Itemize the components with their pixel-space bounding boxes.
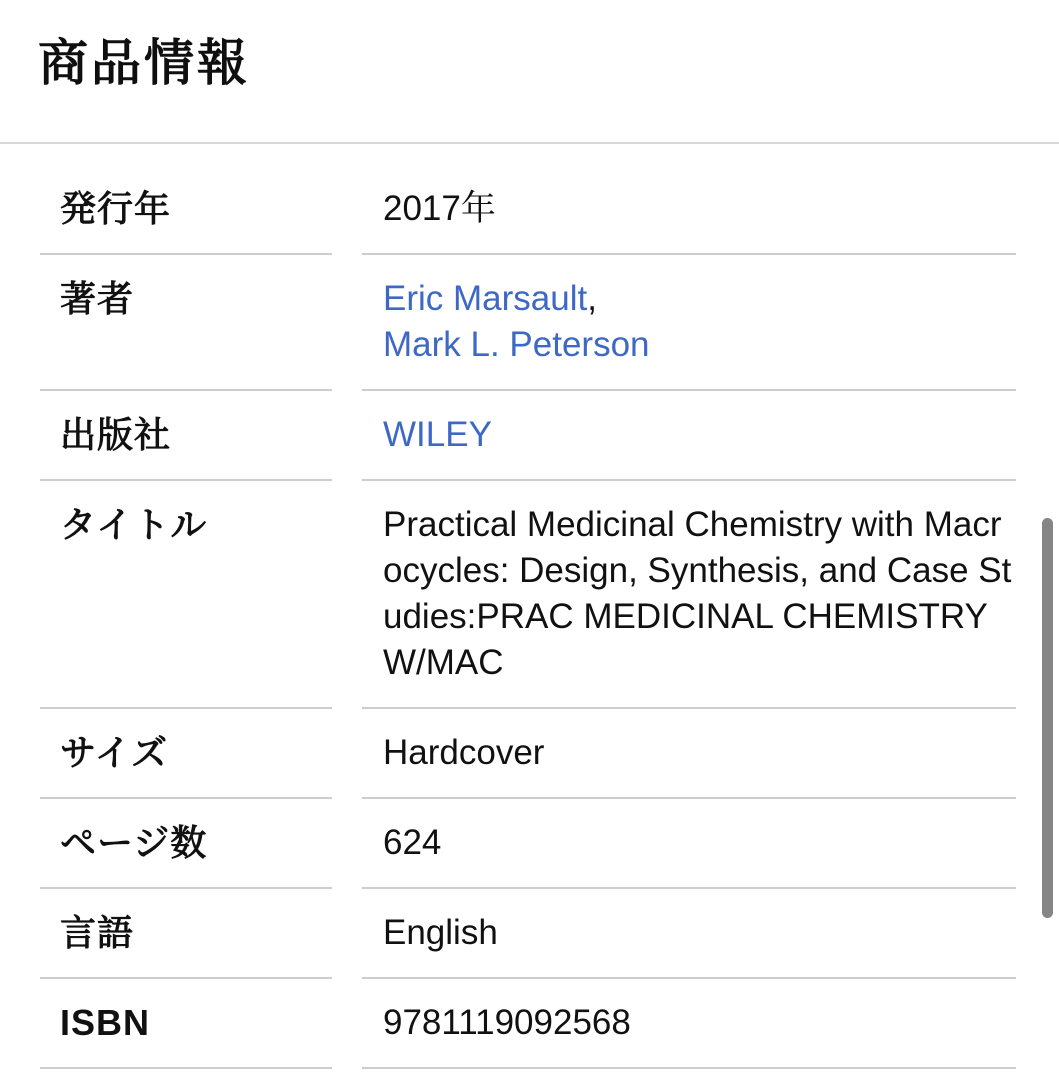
page-title: 商品情報 [38, 35, 250, 91]
row-label: 言語 [40, 889, 332, 979]
author-separator: , [587, 279, 597, 318]
scrollbar-thumb[interactable] [1042, 518, 1053, 918]
publisher-link[interactable]: WILEY [383, 415, 492, 454]
row-value: Practical Medicinal Chemistry with Macrocycles: Design, Synthesis, and Case Studies:PRAC MEDICINAL CHEMISTRY W/MAC [362, 481, 1016, 709]
table-row-title [40, 481, 1016, 709]
column-gap [332, 481, 362, 709]
row-value: English [362, 889, 1016, 979]
row-label: 著者 [40, 255, 332, 391]
table-row-publisher [40, 391, 1016, 481]
row-value [362, 255, 1016, 391]
row-value: 2017年 [362, 165, 1016, 255]
table-row-publication-year [40, 165, 1016, 255]
column-gap [332, 255, 362, 391]
row-value: 9781119092568 [362, 979, 1016, 1069]
author-link-1[interactable]: Eric Marsault [383, 279, 588, 318]
row-value: 624 [362, 799, 1016, 889]
column-gap [332, 165, 362, 255]
row-label: ページ数 [40, 799, 332, 889]
row-label: ISBN [40, 979, 332, 1069]
table-row-page-count [40, 799, 1016, 889]
column-gap [332, 889, 362, 979]
table-row-language [40, 889, 1016, 979]
row-value [362, 391, 1016, 481]
row-label: 発行年 [40, 165, 332, 255]
column-gap [332, 709, 362, 799]
table-row-authors [40, 255, 1016, 391]
column-gap [332, 979, 362, 1069]
row-value: Hardcover [362, 709, 1016, 799]
row-label: サイズ [40, 709, 332, 799]
product-info-header [0, 0, 1059, 144]
row-label: タイトル [40, 481, 332, 709]
table-row-isbn [40, 979, 1016, 1069]
column-gap [332, 799, 362, 889]
table-row-size [40, 709, 1016, 799]
product-info-table [40, 165, 1016, 1069]
row-label: 出版社 [40, 391, 332, 481]
column-gap [332, 391, 362, 481]
author-link-2[interactable]: Mark L. Peterson [383, 325, 650, 364]
